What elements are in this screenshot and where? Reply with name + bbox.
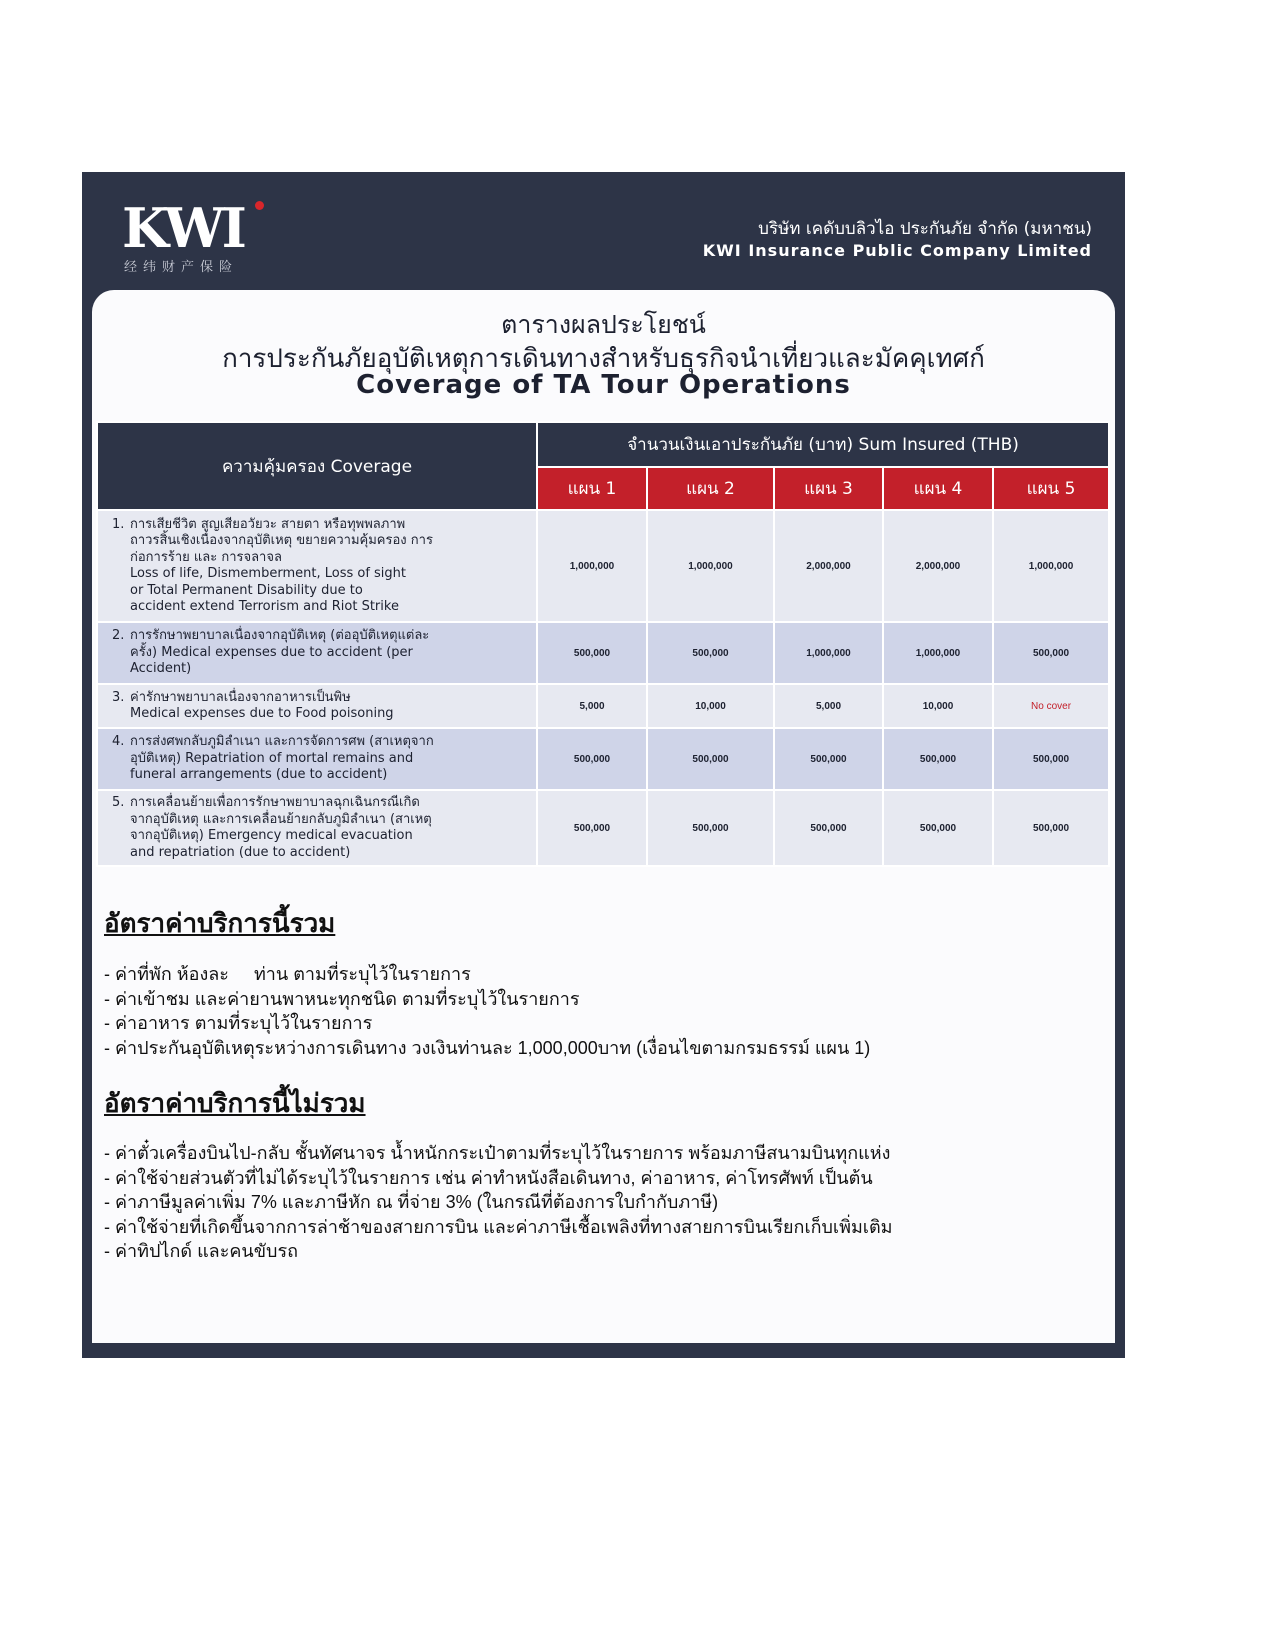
coverage-description xyxy=(97,684,537,728)
row-number: 5. xyxy=(112,795,125,810)
sum-insured-value: 500,000 xyxy=(993,622,1109,684)
list-item: - ค่าอาหาร ตามที่ระบุไว้ในรายการ xyxy=(104,1013,373,1033)
desc-line: and repatriation (due to accident) xyxy=(130,844,351,860)
coverage-column-header: ความคุ้มครอง Coverage xyxy=(97,422,537,510)
logo-mark: KWI xyxy=(122,196,244,260)
sum-insured-value: 1,000,000 xyxy=(774,622,883,684)
desc-line: ก่อการร้าย และ การจลาจล xyxy=(130,549,282,565)
desc-line: Accident) xyxy=(130,661,192,677)
desc-line: Medical expenses due to Food poisoning xyxy=(130,706,394,721)
sum-insured-value: 5,000 xyxy=(537,684,647,728)
sum-insured-value: 2,000,000 xyxy=(883,510,993,622)
company-name-en: KWI Insurance Public Company Limited xyxy=(702,241,1092,260)
sum-insured-value: 500,000 xyxy=(774,728,883,790)
desc-line: accident extend Terrorism and Riot Strike xyxy=(130,599,399,614)
sum-insured-header: จำนวนเงินเอาประกันภัย (บาท) Sum Insured (THB) xyxy=(537,422,1109,467)
plan-header: แผน 4 xyxy=(883,467,993,510)
sum-insured-value: 500,000 xyxy=(883,790,993,866)
kwi-logo xyxy=(122,198,282,278)
sum-insured-value: 500,000 xyxy=(537,622,647,684)
list-item: - ค่าใช้จ่ายที่เกิดขึ้นจากการล่าช้าของสายการบิน และค่าภาษีเชื้อเพลิงที่ทางสายการบินเรียกเก็บเพิ่มเติม xyxy=(104,1216,893,1237)
list-item: - ค่าใช้จ่ายส่วนตัวที่ไม่ได้ระบุไว้ในรายการ เช่น ค่าทำหนังสือเดินทาง, ค่าอาหาร, ค่าโทรศัพท์ เป็นต้น xyxy=(104,1167,873,1188)
desc-line: การเสียชีวิต สูญเสียอวัยวะ สายตา หรือทุพพลภาพ xyxy=(130,516,406,532)
coverage-description xyxy=(97,728,537,790)
sum-insured-value: 500,000 xyxy=(537,790,647,866)
desc-line: จากอุบัติเหตุ และการเคลื่อนย้ายกลับภูมิลำเนา (สาเหตุ xyxy=(130,811,432,827)
logo-red-dot-icon xyxy=(255,201,264,210)
list-item: - ค่าตั๋วเครื่องบินไป-กลับ ชั้นทัศนาจร น้ำหนักกระเป๋าตามที่ระบุไว้ในรายการ พร้อมภาษีสนามบินทุกแห่ง xyxy=(104,1143,891,1163)
desc-line: การเคลื่อนย้ายเพื่อการรักษาพยาบาลฉุกเฉินกรณีเกิด xyxy=(130,795,420,810)
desc-line: ค่ารักษาพยาบาลเนื่องจากอาหารเป็นพิษ xyxy=(130,689,351,705)
coverage-table xyxy=(96,421,1110,867)
plan-header: แผน 1 xyxy=(537,467,647,510)
plan-header: แผน 5 xyxy=(993,467,1109,510)
included-section xyxy=(104,903,335,944)
sum-insured-value: 10,000 xyxy=(883,684,993,728)
list-item: - ค่าภาษีมูลค่าเพิ่ม 7% และภาษีหัก ณ ที่จ่าย 3% (ในกรณีที่ต้องการใบกำกับภาษี) xyxy=(104,1192,719,1212)
sum-insured-value: 500,000 xyxy=(647,622,774,684)
desc-line: การรักษาพยาบาลเนื่องจากอุบัติเหตุ (ต่ออุบัติเหตุแต่ละ xyxy=(130,628,430,644)
sum-insured-value: 5,000 xyxy=(774,684,883,728)
excluded-section xyxy=(104,1083,366,1124)
row-number: 2. xyxy=(112,628,125,644)
sum-insured-value: 500,000 xyxy=(647,790,774,866)
sum-insured-value: 2,000,000 xyxy=(774,510,883,622)
desc-line: or Total Permanent Disability due to xyxy=(130,582,363,598)
sum-insured-value: 500,000 xyxy=(537,728,647,790)
included-list xyxy=(104,962,870,1060)
sum-insured-value: 500,000 xyxy=(993,728,1109,790)
sum-insured-value: 500,000 xyxy=(647,728,774,790)
sum-insured-value: 500,000 xyxy=(883,728,993,790)
desc-line: ถาวรสิ้นเชิงเนื่องจากอุบัติเหตุ ขยายความคุ้มครอง การ xyxy=(130,533,433,548)
title-benefits-table: ตารางผลประโยชน์ xyxy=(501,310,706,339)
sum-insured-value: 500,000 xyxy=(993,790,1109,866)
coverage-description xyxy=(97,510,537,622)
row-number: 1. xyxy=(112,516,125,532)
row-number: 4. xyxy=(112,734,125,750)
plan-header: แผน 3 xyxy=(774,467,883,510)
excluded-title: อัตราค่าบริการนี้ไม่รวม xyxy=(104,1088,366,1118)
list-item: - ค่าเข้าชม และค่ายานพาหนะทุกชนิด ตามที่ระบุไว้ในรายการ xyxy=(104,988,580,1009)
sum-insured-value: 1,000,000 xyxy=(883,622,993,684)
included-title: อัตราค่าบริการนี้รวม xyxy=(104,908,336,938)
company-name xyxy=(703,218,1092,262)
table-row xyxy=(97,684,1109,728)
no-cover-value: No cover xyxy=(993,684,1109,728)
sum-insured-value: 10,000 xyxy=(647,684,774,728)
plan-header: แผน 2 xyxy=(647,467,774,510)
sum-insured-value: 1,000,000 xyxy=(537,510,647,622)
table-row xyxy=(97,790,1109,866)
sum-insured-value: 1,000,000 xyxy=(647,510,774,622)
list-item: - ค่าทิปไกด์ และคนขับรถ xyxy=(104,1241,299,1261)
list-item: - ค่าประกันอุบัติเหตุระหว่างการเดินทาง วงเงินท่านละ 1,000,000บาท (เงื่อนไขตามกรมธรรม์ แผน 1) xyxy=(104,1037,871,1058)
company-name-th: บริษัท เคดับบลิวไอ ประกันภัย จำกัด (มหาชน) xyxy=(758,219,1092,239)
coverage-description xyxy=(97,790,537,866)
sum-insured-value: 1,000,000 xyxy=(993,510,1109,622)
excluded-list xyxy=(104,1141,893,1264)
sum-insured-value: 500,000 xyxy=(774,790,883,866)
list-item: - ค่าที่พัก ห้องละ ท่าน ตามที่ระบุไว้ในรายการ xyxy=(104,964,471,984)
logo-chinese-subtitle: 经纬财产保险 xyxy=(124,260,239,275)
desc-line: Loss of life, Dismemberment, Loss of sight xyxy=(130,566,407,581)
desc-line: จากอุบัติเหตุ) Emergency medical evacuation xyxy=(130,828,413,843)
row-number: 3. xyxy=(112,689,125,705)
title-coverage-en: Coverage of TA Tour Operations xyxy=(356,370,851,400)
coverage-description xyxy=(97,622,537,684)
table-row xyxy=(97,510,1109,622)
desc-line: อุบัติเหตุ) Repatriation of mortal remains and xyxy=(130,750,414,766)
desc-line: ครั้ง) Medical expenses due to accident (per xyxy=(130,644,413,660)
desc-line: การส่งศพกลับภูมิลำเนา และการจัดการศพ (สาเหตุจาก xyxy=(130,734,434,750)
table-row xyxy=(97,728,1109,790)
title-insurance-type: การประกันภัยอุบัติเหตุการเดินทางสำหรับธุรกิจนำเที่ยวและมัคคุเทศก์ xyxy=(222,344,985,374)
table-row xyxy=(97,622,1109,684)
desc-line: funeral arrangements (due to accident) xyxy=(130,767,388,783)
